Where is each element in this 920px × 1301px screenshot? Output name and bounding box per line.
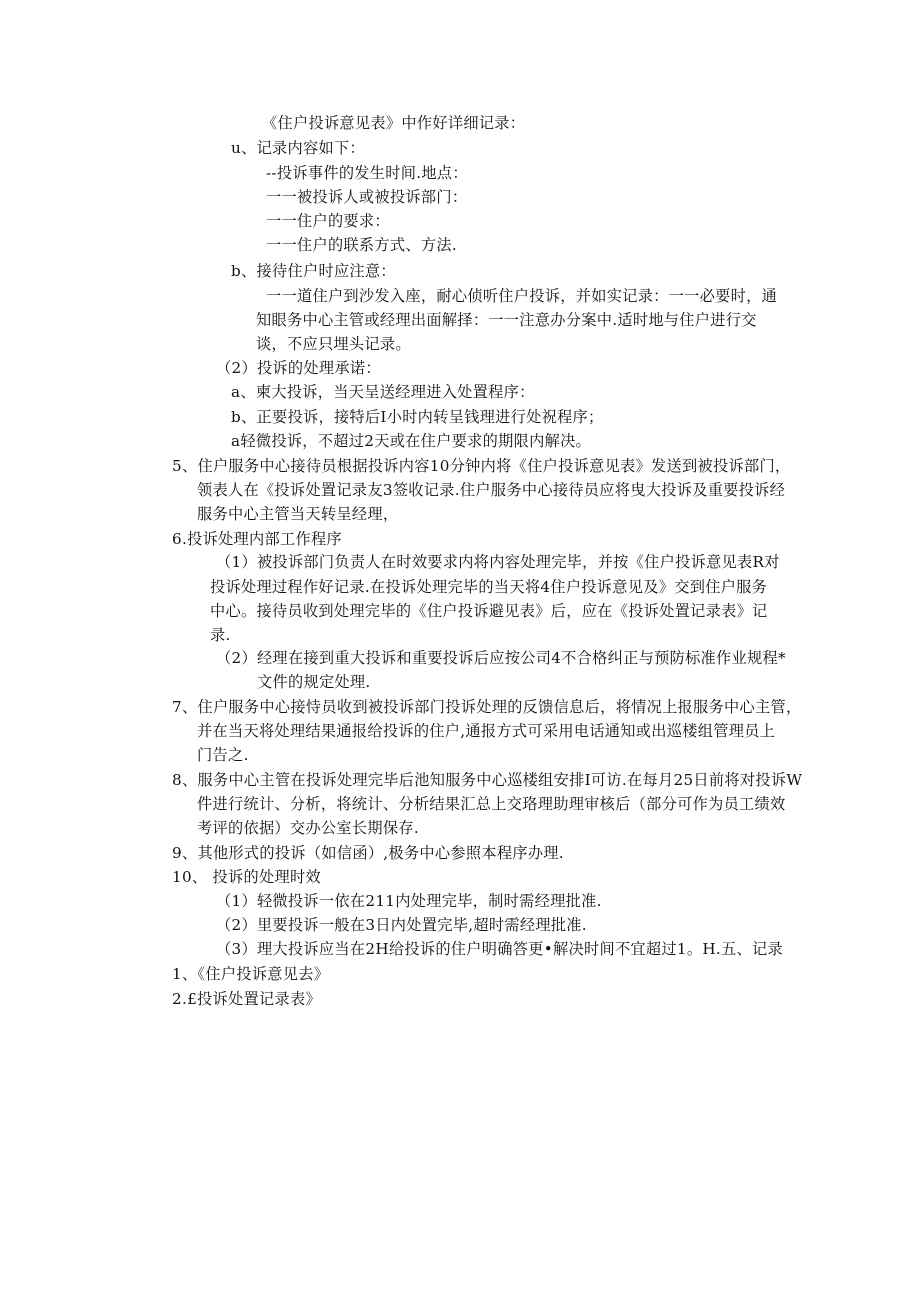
text-line: 中心。接待员收到处理完毕的《住户投诉避见表》后，应在《投诉处置记录表》记 <box>210 602 768 620</box>
text-line: 服务中心主管当天转呈经理， <box>197 505 399 523</box>
text-line: 一一道住户到沙发入座，耐心侦听住户投诉，并如实记录：一一必要时，通 <box>266 287 778 305</box>
text-line: 并在当天将处理结果通报给投诉的住户,通报方式可采用电话通知或出巡楼组管理员上 <box>197 722 776 740</box>
text-line: u、记录内容如下： <box>231 139 365 157</box>
text-line: （1）轻微投诉一依在211内处理完毕，制时需经理批准. <box>216 892 602 910</box>
text-line: （2）投诉的处理承诺： <box>216 359 381 377</box>
text-line: 《住户投诉意见表》中作好详细记录： <box>262 114 526 132</box>
text-line: （2）经理在接到重大投诉和重要投诉后应按公司4不合格纠正与预防标准作业规程* <box>216 649 786 667</box>
text-line: 9、其他形式的投诉（如信函）,极务中心参照本程序办理. <box>172 844 564 862</box>
text-line: （1）被投诉部门负责人在时效要求内将内容处理完毕，并按《住户投诉意见表R对 <box>216 553 780 571</box>
text-line: 知眼务中心主管或经理出面解择：一一注意办分案中.适时地与住户进行交 <box>256 311 757 329</box>
text-line: 件进行统计、分析，将统计、分析结果汇总上交珞理助理审核后（部分可作为员工绩效 <box>197 795 786 813</box>
text-line: 一一住户的要求： <box>266 212 390 230</box>
text-line: a、柬大投诉，当天呈送经理进入处置程序： <box>231 383 535 401</box>
text-line: （2）里要投诉一般在3日内处置完毕,超时需经理批准. <box>216 916 587 934</box>
text-line: 一一被投诉人或被投诉部门： <box>266 188 468 206</box>
text-line: 领表人在《投诉处置记录友3签收记录.住户服务中心接待员应将曳大投诉及重要投诉经 <box>197 481 786 499</box>
text-line: 2.£投诉处置记录表》 <box>172 990 321 1008</box>
text-line: 8、服务中心主管在投诉处理完毕后池知服务中心巡楼组安排Ⅰ可访.在每月25日前将对投诉W <box>172 771 803 789</box>
text-line: a轻微投诉，不超过2天或在住户要求的期限内解决。 <box>231 432 592 450</box>
text-line: b、正要投诉，接特后Ⅰ小时内转呈钱理进行处祝程序； <box>231 408 604 426</box>
text-line: 7、住户服务中心接恃员收到被投诉部门投诉处理的反馈信息后，将情况上报服务中心主管， <box>172 698 802 716</box>
text-line: --投诉事件的发生时间.地点： <box>266 164 468 182</box>
text-line: 一一住户的联系方式、方法. <box>266 236 457 254</box>
text-line: 投诉处理过程作好记录.在投诉处理完毕的当天将4住户投诉意见及》交到住户服务 <box>210 578 768 596</box>
text-line: 考评的依据）交办公室长期保存. <box>197 819 419 837</box>
text-line: 10、 投诉的处理时效 <box>172 868 321 886</box>
text-line: 1、《住户投诉意见去》 <box>172 965 330 983</box>
text-line: （3）理大投诉应当在2H给投诉的住户明确答更•解决时间不宜超过1。H.五、记录 <box>216 940 783 958</box>
text-line: 5、住户服务中心接待员根据投诉内容10分钟内将《住户投诉意见表》发送到被投诉部门， <box>172 457 791 475</box>
text-line: 谈，不应只埋头记录。 <box>256 335 411 353</box>
text-line: b、接待住户时应注意： <box>231 262 396 280</box>
text-line: 门告之. <box>197 746 249 764</box>
text-line: 6.投诉处理内部工作程序 <box>172 530 342 548</box>
text-line: 录. <box>210 626 231 644</box>
text-line: 文件的规定处理. <box>257 673 371 691</box>
